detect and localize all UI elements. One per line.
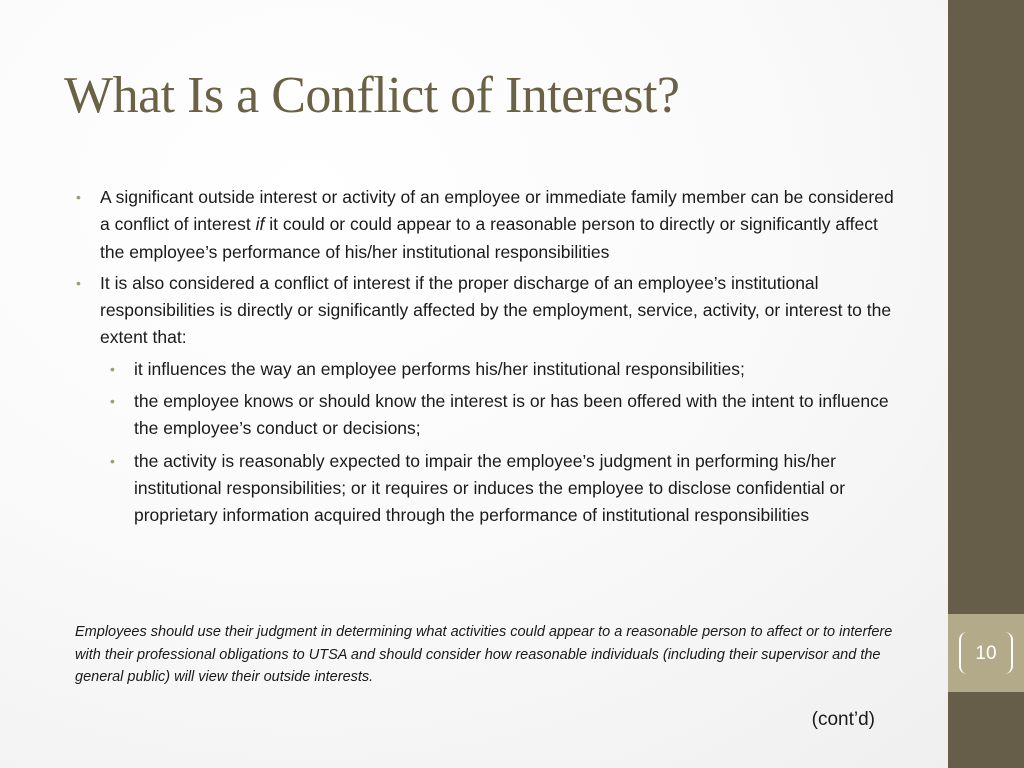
page-number-badge <box>948 614 1024 692</box>
bullet-text: It is also considered a conflict of interest if the proper discharge of an employee’s institutional responsibilities is directly or significantly affected by the employment, service, activity, or interest to the extent that: <box>100 272 892 348</box>
bullet-item <box>76 184 906 266</box>
bullet-marker: • <box>76 189 81 205</box>
bullet-text: A significant outside interest or activity of an employee or immediate family member can be considered a conflict of interest <box>100 187 894 235</box>
page-number: 10 <box>975 643 997 664</box>
italic-note: Employees should use their judgment in determining what activities could appear to a reasonable person to affect or to interfere with their professional obligations to UTSA and should consider how reasonable individuals (including their supervisor and the general public) will view their outside interests. <box>75 624 893 685</box>
bullet-item <box>76 270 906 352</box>
bullet-marker: • <box>76 274 81 291</box>
bullet-marker: • <box>110 393 115 410</box>
bullet-text: it influences the way an employee performs his/her institutional responsibilities; <box>134 358 745 379</box>
bullet-marker: • <box>110 360 115 377</box>
bullet-emphasis: if <box>255 214 265 235</box>
slide-title: What Is a Conflict of Interest? <box>64 67 680 124</box>
continued-label: (cont’d) <box>811 709 875 730</box>
sub-bullet-item <box>76 356 906 383</box>
bullet-text: it could or could appear to a reasonable person to directly or significantly affect the employee’s performance of his/her institutional responsibilities <box>100 214 878 262</box>
bullet-text: the employee knows or should know the interest is or has been offered with the intent to influence the employee’s conduct or decisions; <box>134 391 889 439</box>
bullet-text: the activity is reasonably expected to impair the employee’s judgment in performing his/her institutional responsibilities; or it requires or induces the employee to disclose confidential or proprietary information acquired through the performance of institutional responsibilities <box>134 450 846 526</box>
sub-bullet-item <box>76 448 906 530</box>
bullet-marker: • <box>110 452 115 469</box>
bullet-list <box>76 184 906 535</box>
sub-bullet-item <box>76 388 906 443</box>
